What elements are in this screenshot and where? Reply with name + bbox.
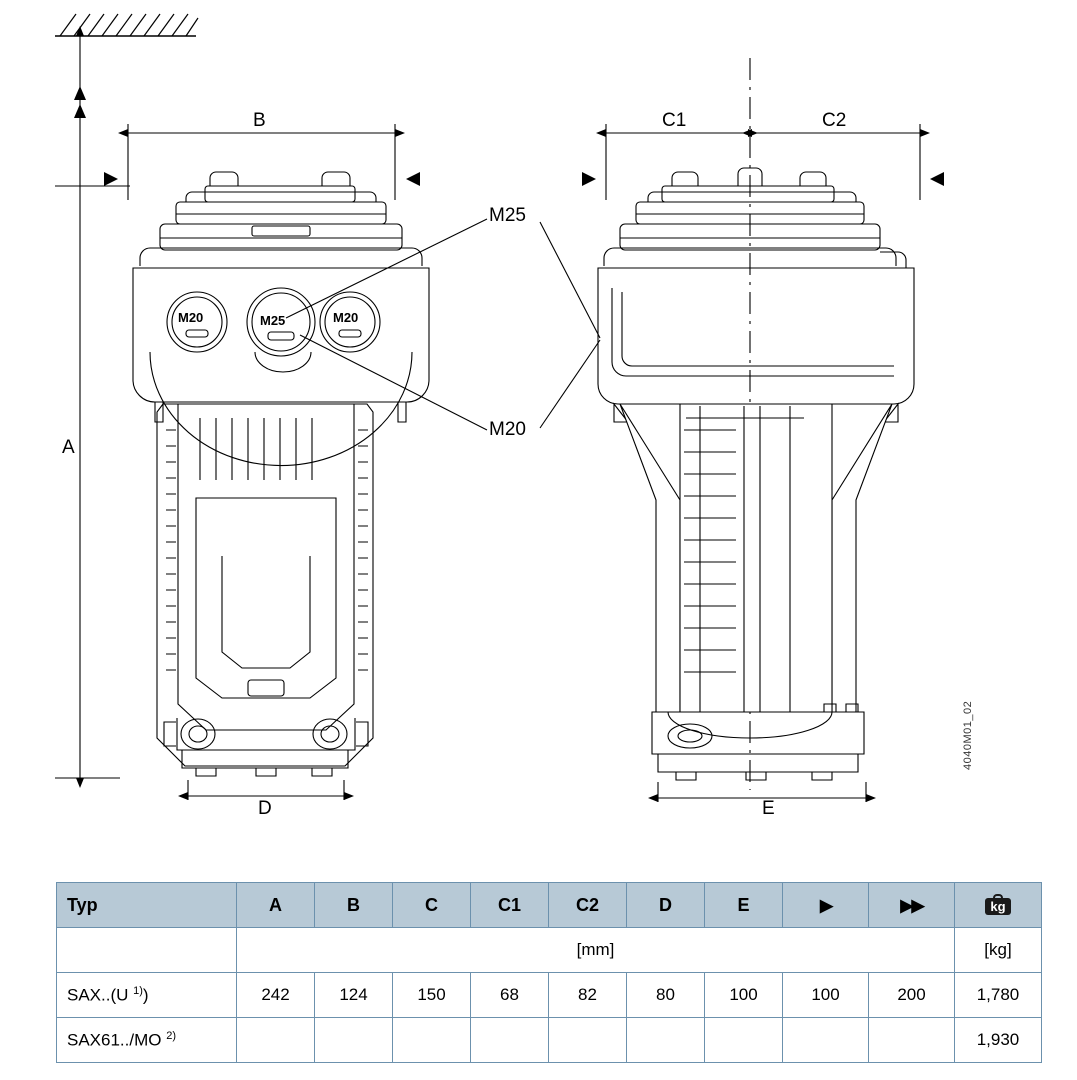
- cell-d: [627, 1018, 705, 1063]
- header-d: D: [627, 883, 705, 928]
- row-typ: [57, 973, 237, 1018]
- table-row: [57, 1018, 1042, 1063]
- weight-kg-icon: kg: [985, 898, 1010, 915]
- row-typ-tail: ): [142, 985, 149, 1005]
- cell-weight: 1,780: [955, 973, 1042, 1018]
- cell-c2: 82: [549, 973, 627, 1018]
- table-unit-row: [57, 928, 1042, 973]
- cell-c1: [471, 1018, 549, 1063]
- cell-c1: 68: [471, 973, 549, 1018]
- header-c: C: [393, 883, 471, 928]
- cell-arrow2: [869, 1018, 955, 1063]
- gland-text-right: M20: [333, 310, 359, 325]
- header-arrow-double: [869, 883, 955, 928]
- callout-label-m20: M20: [489, 419, 526, 440]
- unit-typ-empty: [57, 928, 237, 973]
- header-arrow-single: [783, 883, 869, 928]
- row-typ: [57, 1018, 237, 1063]
- dimension-label-A: A: [62, 437, 75, 458]
- gland-text-left: M20: [178, 310, 204, 325]
- cell-weight: 1,930: [955, 1018, 1042, 1063]
- header-c2: C2: [549, 883, 627, 928]
- unit-kg: [kg]: [955, 928, 1042, 973]
- header-a: A: [237, 883, 315, 928]
- table-row: [57, 973, 1042, 1018]
- row-typ-text: SAX..(U: [67, 985, 134, 1005]
- cell-b: [315, 1018, 393, 1063]
- dimension-label-B: B: [253, 110, 266, 131]
- callout-label-m25: M25: [489, 205, 526, 226]
- row-typ-text: SAX61../MO: [67, 1030, 167, 1050]
- arrow-single-icon: ▶: [819, 895, 832, 915]
- cell-arrow1: 100: [783, 973, 869, 1018]
- cell-a: 242: [237, 973, 315, 1018]
- cell-e: 100: [705, 973, 783, 1018]
- row-typ-footnote: 2): [166, 1029, 176, 1042]
- header-c1: C1: [471, 883, 549, 928]
- cell-e: [705, 1018, 783, 1063]
- cell-arrow1: [783, 1018, 869, 1063]
- cell-arrow2: 200: [869, 973, 955, 1018]
- header-e: E: [705, 883, 783, 928]
- arrow-double-icon: ▶▶: [900, 895, 923, 915]
- header-typ: Typ: [57, 883, 237, 928]
- dimension-label-E: E: [762, 798, 775, 819]
- row-typ-footnote: 1): [133, 984, 143, 997]
- cell-d: 80: [627, 973, 705, 1018]
- header-weight: [955, 883, 1042, 928]
- dimensions-table-wrapper: [56, 882, 1041, 1063]
- cell-c: [393, 1018, 471, 1063]
- dimension-label-C2: C2: [822, 110, 847, 131]
- cell-a: [237, 1018, 315, 1063]
- dimension-label-D: D: [258, 798, 272, 819]
- cell-c: 150: [393, 973, 471, 1018]
- header-b: B: [315, 883, 393, 928]
- cell-c2: [549, 1018, 627, 1063]
- table-header-row: [57, 883, 1042, 928]
- unit-mm: [mm]: [237, 928, 955, 973]
- figure-code: 4040M01_02: [962, 700, 974, 770]
- gland-text-center: M25: [260, 313, 286, 328]
- dimension-label-C1: C1: [662, 110, 687, 131]
- cell-b: 124: [315, 973, 393, 1018]
- dimensions-table: [56, 882, 1042, 1063]
